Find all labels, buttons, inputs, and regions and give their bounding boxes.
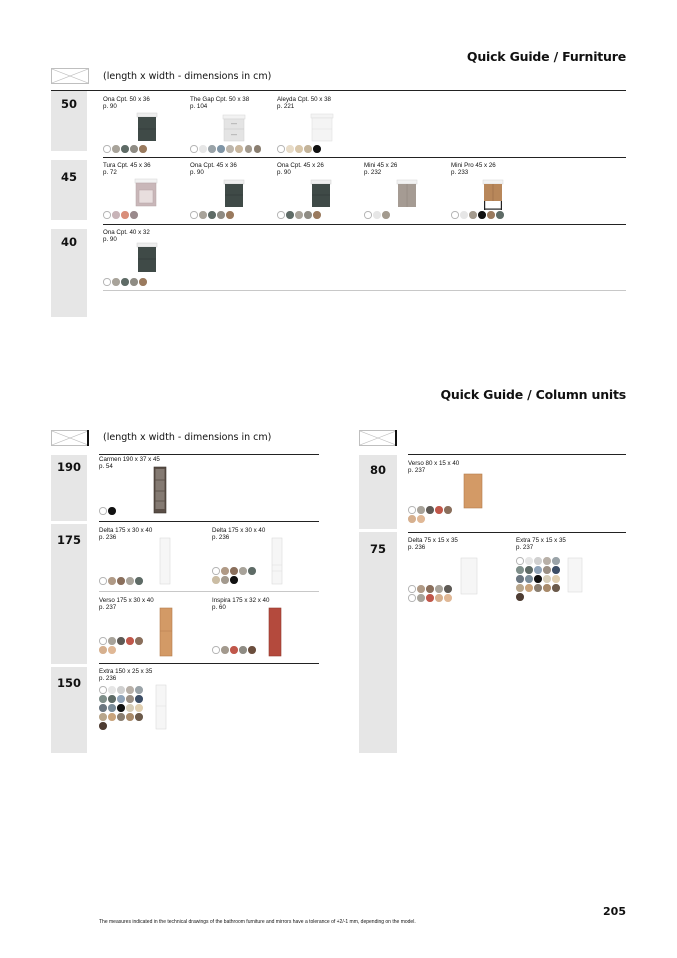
finish-swatch	[217, 145, 225, 153]
column-image	[271, 537, 283, 585]
finish-swatches	[364, 211, 444, 219]
product-item[interactable]	[451, 162, 541, 176]
finish-swatch	[99, 637, 107, 645]
finish-swatch	[221, 576, 229, 584]
finish-swatch	[135, 704, 143, 712]
finish-swatch	[408, 594, 416, 602]
finish-swatch	[99, 686, 107, 694]
legend-marker	[395, 430, 397, 446]
finish-swatch	[212, 567, 220, 575]
finish-swatches	[277, 211, 357, 219]
finish-swatch	[135, 637, 143, 645]
product-name: Extra 75 x 15 x 35	[516, 537, 566, 544]
vanity-image	[310, 179, 332, 209]
finish-swatch	[130, 145, 138, 153]
finish-swatch	[99, 713, 107, 721]
product-item[interactable]	[212, 597, 302, 611]
finish-swatch	[226, 145, 234, 153]
finish-swatch	[435, 506, 443, 514]
finish-swatch	[230, 567, 238, 575]
product-item[interactable]	[103, 96, 193, 110]
product-page: p. 233	[451, 169, 469, 177]
product-name: Aleyda Cpt. 50 x 38	[277, 96, 332, 103]
product-name: Delta 175 x 30 x 40	[99, 527, 153, 534]
finish-swatch	[525, 575, 533, 583]
vanity-image	[310, 113, 334, 143]
size-label: 80	[369, 463, 386, 477]
size-block-50	[51, 91, 87, 151]
column-image	[159, 537, 171, 585]
finish-swatch	[126, 713, 134, 721]
size-label: 175	[56, 533, 81, 547]
finish-swatch	[478, 211, 486, 219]
finish-swatch	[435, 585, 443, 593]
product-item[interactable]	[99, 668, 189, 682]
finish-swatch	[543, 557, 551, 565]
finish-swatch	[190, 211, 198, 219]
product-name: Extra 150 x 25 x 35	[99, 668, 153, 675]
finish-swatch	[552, 575, 560, 583]
size-block-150	[51, 667, 87, 753]
product-page: p. 237	[408, 467, 426, 475]
finish-swatch	[552, 566, 560, 574]
page-number: 205	[603, 905, 626, 918]
finish-swatch	[221, 646, 229, 654]
finish-swatch	[552, 557, 560, 565]
size-block-40	[51, 229, 87, 317]
finish-swatch	[304, 211, 312, 219]
size-block-175	[51, 524, 87, 664]
finish-swatch	[99, 695, 107, 703]
finish-swatch	[444, 585, 452, 593]
finish-swatches	[103, 211, 183, 219]
column-image	[153, 466, 167, 514]
finish-swatch	[103, 145, 111, 153]
product-page: p. 232	[364, 169, 382, 177]
finish-swatches	[99, 577, 154, 585]
size-label: 75	[369, 542, 386, 556]
finish-swatch	[426, 506, 434, 514]
column-image	[460, 557, 478, 595]
finish-swatch	[103, 278, 111, 286]
finish-swatch	[230, 646, 238, 654]
finish-swatch	[190, 145, 198, 153]
finish-swatch	[126, 577, 134, 585]
finish-swatch	[239, 646, 247, 654]
finish-swatches	[190, 211, 270, 219]
vanity-image	[136, 242, 158, 274]
finish-swatch	[496, 211, 504, 219]
finish-swatch	[126, 704, 134, 712]
finish-swatch	[99, 722, 107, 730]
dimension-legend-icon	[359, 430, 397, 446]
product-page: p. 236	[99, 675, 117, 683]
finish-swatch	[516, 593, 524, 601]
finish-swatch	[525, 557, 533, 565]
finish-swatch	[295, 211, 303, 219]
product-name: Mini 45 x 26	[364, 162, 398, 169]
finish-swatches	[277, 145, 357, 153]
finish-swatches	[99, 686, 144, 730]
finish-swatch	[103, 211, 111, 219]
finish-swatch	[230, 576, 238, 584]
item-rule	[99, 591, 319, 592]
finish-swatch	[208, 145, 216, 153]
finish-swatch	[277, 145, 285, 153]
finish-swatch	[373, 211, 381, 219]
group-rule	[103, 224, 626, 225]
finish-swatch	[199, 145, 207, 153]
column-image	[159, 607, 173, 657]
finish-swatch	[417, 515, 425, 523]
finish-swatch	[121, 211, 129, 219]
finish-swatch	[99, 507, 107, 515]
product-item[interactable]	[103, 162, 193, 176]
product-item[interactable]	[99, 456, 189, 470]
product-page: p. 104	[190, 103, 208, 111]
finish-swatch	[543, 575, 551, 583]
finish-swatches	[516, 557, 561, 601]
finish-swatch	[426, 585, 434, 593]
finish-swatch	[108, 704, 116, 712]
finish-swatch	[135, 713, 143, 721]
dimension-legend-icon	[51, 430, 89, 446]
finish-swatch	[126, 695, 134, 703]
product-item[interactable]	[408, 537, 498, 551]
product-item[interactable]	[99, 527, 189, 541]
finish-swatch	[139, 278, 147, 286]
group-rule	[408, 532, 626, 533]
finish-swatch	[543, 584, 551, 592]
finish-swatch	[516, 557, 524, 565]
product-item[interactable]	[212, 527, 302, 541]
product-item[interactable]	[516, 537, 606, 551]
finish-swatch	[117, 704, 125, 712]
finish-swatch	[552, 584, 560, 592]
product-item[interactable]	[190, 162, 280, 176]
finish-swatches	[103, 278, 183, 286]
footer-note: The measures indicated in the technical drawings of the bathroom furniture and mirrors have a tolerance of +2/-1 mm, depending on the model.	[99, 919, 416, 925]
finish-swatch	[112, 145, 120, 153]
finish-swatches	[408, 585, 458, 602]
product-page: p. 236	[212, 534, 230, 542]
finish-swatch	[112, 211, 120, 219]
finish-swatch	[487, 211, 495, 219]
furniture-top-rule	[51, 90, 626, 91]
finish-swatch	[417, 585, 425, 593]
finish-swatch	[108, 713, 116, 721]
vanity-image	[223, 179, 245, 209]
finish-swatch	[221, 567, 229, 575]
product-page: p. 60	[212, 604, 226, 612]
finish-swatch	[516, 566, 524, 574]
finish-swatch	[212, 646, 220, 654]
finish-swatch	[408, 585, 416, 593]
finish-swatch	[534, 557, 542, 565]
size-label: 40	[60, 235, 77, 249]
finish-swatch	[99, 704, 107, 712]
column-image	[155, 684, 167, 730]
finish-swatch	[435, 594, 443, 602]
finish-swatch	[534, 566, 542, 574]
finish-swatch	[286, 211, 294, 219]
finish-swatch	[239, 567, 247, 575]
finish-swatch	[277, 211, 285, 219]
finish-swatch	[226, 211, 234, 219]
product-name: Ona Cpt. 40 x 32	[103, 229, 150, 236]
product-name: Delta 75 x 15 x 35	[408, 537, 458, 544]
product-name: Inspira 175 x 32 x 40	[212, 597, 270, 604]
column-image	[268, 607, 282, 657]
finish-swatch	[108, 637, 116, 645]
finish-swatch	[313, 211, 321, 219]
vanity-image	[134, 178, 158, 208]
product-page: p. 221	[277, 103, 295, 111]
finish-swatches	[408, 506, 453, 523]
finish-swatch	[525, 584, 533, 592]
vanity-image	[222, 114, 246, 142]
size-block-190	[51, 455, 87, 521]
size-label: 45	[60, 170, 77, 184]
finish-swatch	[460, 211, 468, 219]
product-page: p. 90	[190, 169, 204, 177]
product-name: Carmen 190 x 37 x 45	[99, 456, 160, 463]
furniture-legend: (length x width - dimensions in cm)	[103, 71, 272, 82]
finish-swatch	[135, 695, 143, 703]
finish-swatch	[126, 637, 134, 645]
finish-swatch	[135, 577, 143, 585]
product-page: p. 237	[99, 604, 117, 612]
product-name: Ona Cpt. 50 x 36	[103, 96, 150, 103]
product-item[interactable]	[99, 597, 189, 611]
vanity-image	[482, 179, 504, 211]
finish-swatch	[212, 576, 220, 584]
finish-swatch	[426, 594, 434, 602]
finish-swatch	[245, 145, 253, 153]
product-item[interactable]	[277, 162, 367, 176]
product-page: p. 236	[408, 544, 426, 552]
group-rule	[408, 454, 626, 455]
finish-swatch	[199, 211, 207, 219]
column-image	[463, 473, 483, 509]
product-item[interactable]	[190, 96, 280, 110]
finish-swatches	[451, 211, 531, 219]
group-rule	[99, 454, 319, 455]
finish-swatch	[516, 584, 524, 592]
finish-swatch	[117, 695, 125, 703]
finish-swatch	[108, 577, 116, 585]
dimension-legend-icon	[51, 68, 89, 84]
product-name: Verso 175 x 30 x 40	[99, 597, 154, 604]
product-name: Verso 80 x 15 x 40	[408, 460, 460, 467]
legend-marker	[87, 430, 89, 446]
finish-swatches	[103, 145, 183, 153]
finish-swatch	[286, 145, 294, 153]
finish-swatch	[208, 211, 216, 219]
finish-swatch	[121, 278, 129, 286]
product-page: p. 72	[103, 169, 117, 177]
group-rule	[103, 157, 626, 158]
finish-swatches	[212, 646, 267, 654]
finish-swatch	[135, 686, 143, 694]
group-rule	[99, 663, 319, 664]
vanity-image	[396, 179, 418, 209]
finish-swatches	[99, 637, 144, 654]
size-label: 50	[60, 97, 77, 111]
finish-swatch	[139, 145, 147, 153]
finish-swatch	[534, 575, 542, 583]
finish-swatch	[112, 278, 120, 286]
product-page: p. 236	[99, 534, 117, 542]
product-item[interactable]	[408, 460, 498, 474]
finish-swatch	[121, 145, 129, 153]
finish-swatch	[304, 145, 312, 153]
size-block-75	[359, 532, 397, 753]
finish-swatch	[248, 567, 256, 575]
finish-swatch	[295, 145, 303, 153]
finish-swatch	[254, 145, 262, 153]
finish-swatch	[408, 506, 416, 514]
furniture-title: Quick Guide / Furniture	[466, 49, 626, 64]
finish-swatch	[444, 506, 452, 514]
finish-swatch	[313, 145, 321, 153]
group-rule	[99, 521, 319, 522]
finish-swatch	[99, 577, 107, 585]
finish-swatch	[126, 686, 134, 694]
size-label: 150	[56, 676, 81, 690]
finish-swatches	[99, 507, 149, 515]
finish-swatch	[469, 211, 477, 219]
product-name: The Gap Cpt. 50 x 38	[190, 96, 250, 103]
finish-swatch	[108, 646, 116, 654]
finish-swatch	[235, 145, 243, 153]
vanity-image	[136, 111, 158, 143]
product-name: Ona Cpt. 45 x 36	[190, 162, 237, 169]
product-page: p. 237	[516, 544, 534, 552]
product-page: p. 54	[99, 463, 113, 471]
product-page: p. 90	[103, 236, 117, 244]
finish-swatch	[525, 566, 533, 574]
columns-title: Quick Guide / Column units	[440, 387, 626, 402]
finish-swatch	[382, 211, 390, 219]
finish-swatch	[408, 515, 416, 523]
finish-swatch	[108, 507, 116, 515]
finish-swatch	[130, 211, 138, 219]
finish-swatch	[130, 278, 138, 286]
finish-swatch	[417, 594, 425, 602]
product-item[interactable]	[364, 162, 454, 176]
columns-legend: (length x width - dimensions in cm)	[103, 432, 272, 443]
finish-swatch	[117, 577, 125, 585]
product-item[interactable]	[277, 96, 367, 110]
finish-swatch	[99, 646, 107, 654]
finish-swatch	[217, 211, 225, 219]
finish-swatch	[117, 637, 125, 645]
product-name: Delta 175 x 30 x 40	[212, 527, 266, 534]
finish-swatch	[444, 594, 452, 602]
finish-swatch	[117, 713, 125, 721]
finish-swatch	[117, 686, 125, 694]
finish-swatch	[108, 686, 116, 694]
finish-swatch	[516, 575, 524, 583]
column-image	[567, 557, 583, 593]
finish-swatch	[364, 211, 372, 219]
product-page: p. 90	[277, 169, 291, 177]
finish-swatch	[543, 566, 551, 574]
product-name: Mini Pro 45 x 26	[451, 162, 496, 169]
finish-swatch	[417, 506, 425, 514]
finish-swatch	[451, 211, 459, 219]
group-end-rule	[103, 290, 626, 291]
product-name: Ona Cpt. 45 x 26	[277, 162, 324, 169]
size-block-45	[51, 160, 87, 220]
finish-swatch	[108, 695, 116, 703]
finish-swatch	[248, 646, 256, 654]
product-page: p. 90	[103, 103, 117, 111]
size-block-80	[359, 455, 397, 529]
finish-swatch	[534, 584, 542, 592]
finish-swatches	[212, 567, 262, 584]
finish-swatches	[190, 145, 274, 153]
size-label: 190	[56, 460, 81, 474]
product-name: Tura Cpt. 45 x 36	[103, 162, 151, 169]
